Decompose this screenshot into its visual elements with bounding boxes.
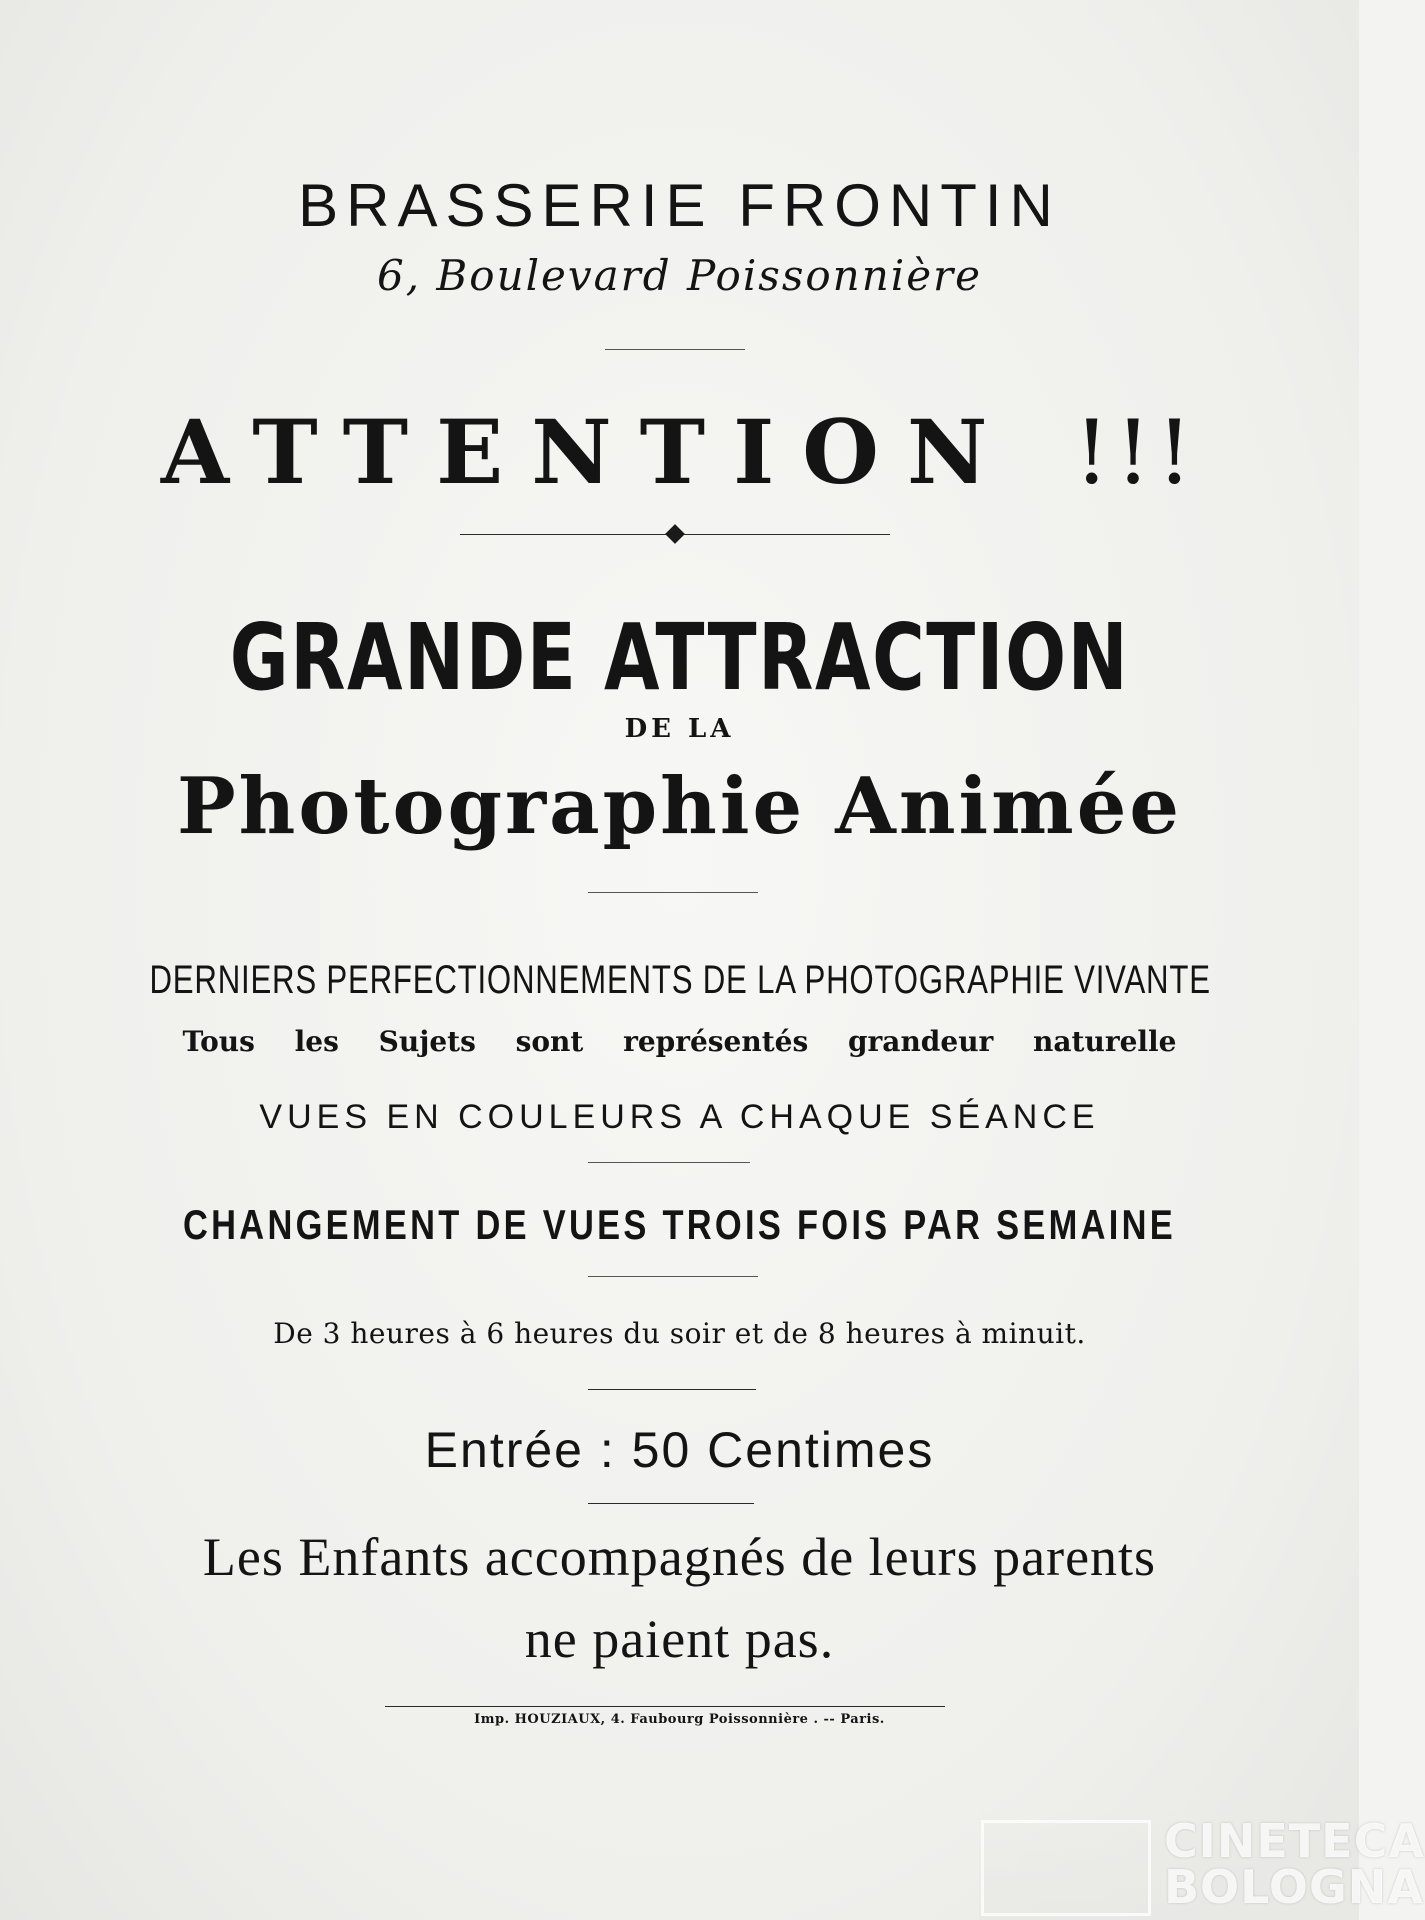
tous-line: Tous les Sujets sont représentés grandeur naturelle: [182, 1025, 1177, 1058]
watermark-line-2: BOLOGNA: [1164, 1860, 1424, 1914]
watermark: [979, 1808, 1425, 1920]
brasserie-address: 6, Boulevard Poissonnière: [377, 251, 982, 300]
watermark-text: [1164, 1814, 1425, 1914]
divider: [588, 1389, 756, 1390]
children-line-2: ne paient pas.: [524, 1609, 835, 1669]
footer-rule: [385, 1706, 945, 1707]
divider: [588, 892, 758, 893]
printer-credit: Imp. HOUZIAUX, 4. Faubourg Poissonnière . -- Paris.: [474, 1712, 885, 1727]
watermark-line-1: CINETECA: [1164, 1814, 1425, 1868]
children-line-1: Les Enfants accompagnés de leurs parents: [202, 1527, 1157, 1587]
vues-line: VUES EN COULEURS A CHAQUE SÉANCE: [259, 1098, 1100, 1136]
divider: [605, 349, 745, 350]
attention-heading: [0, 400, 1359, 504]
changement-line: CHANGEMENT DE VUES TROIS FOIS PAR SEMAINE: [182, 1201, 1177, 1248]
divider: [588, 1276, 758, 1277]
brasserie-name: BRASSERIE FRONTIN: [298, 172, 1061, 239]
derniers-line: DERNIERS PERFECTIONNEMENTS DE LA PHOTOGRAPHIE VIVANTE: [149, 958, 1211, 1002]
divider: [588, 1162, 750, 1163]
attention-marks: !!!: [1074, 401, 1199, 504]
watermark-logo: [981, 1820, 1151, 1916]
de-la-label: DE LA: [624, 714, 735, 744]
entree-price: Entrée : 50 Centimes: [424, 1422, 935, 1478]
headline: GRANDE ATTRACTION: [229, 604, 1130, 711]
hours-line: De 3 heures à 6 heures du soir et de 8 heures à minuit.: [273, 1317, 1086, 1350]
diamond-ornament: [665, 524, 685, 544]
divider: [588, 1503, 754, 1504]
subject-title: Photographie Animée: [177, 761, 1182, 852]
attention-word: ATTENTION: [160, 400, 1016, 504]
